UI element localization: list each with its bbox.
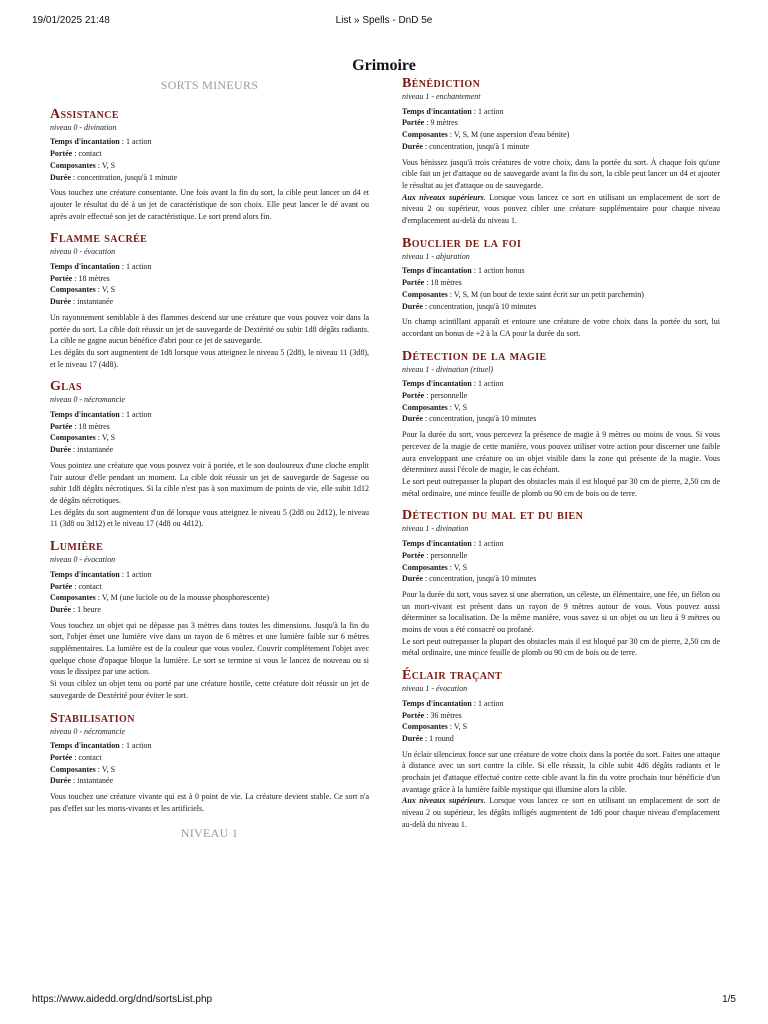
higher-levels-paragraph: Aux niveaux supérieurs. Lorsque vous lancez ce sort en utilisant un emplacement de sort de niveau 2 ou supérieur, vous pouvez cibler une créature supplémentaire pour chaque niveau d'emplacement au-delà du niveau 1. xyxy=(402,192,721,226)
attr-value-duration: concentration, jusqu'à 10 minutes xyxy=(429,414,537,424)
spell-name: Glas xyxy=(50,379,82,395)
attr-value-range: contact xyxy=(78,149,102,159)
attr-label-duration: Durée xyxy=(50,776,71,786)
spell-school: niveau 1 - divination xyxy=(402,524,469,534)
attr-casting-time: Temps d'incantation : 1 action xyxy=(402,379,504,389)
attr-value-range: contact xyxy=(78,581,102,591)
attr-label-components: Composantes xyxy=(50,285,96,295)
attr-label-range: Portée xyxy=(402,278,425,288)
attr-value-casting-time: 1 action xyxy=(125,410,152,420)
attr-label-duration: Durée xyxy=(50,604,71,614)
attr-value-casting-time: 1 action xyxy=(125,741,152,751)
attr-components: Composantes : V, S xyxy=(50,160,116,170)
attr-range: Portée : 18 mètres xyxy=(50,421,110,431)
attr-label-duration: Durée xyxy=(50,445,71,455)
spell-entry xyxy=(402,76,720,227)
attr-duration: Durée : instantanée xyxy=(50,297,114,307)
attr-label-casting-time: Temps d'incantation xyxy=(402,379,472,389)
attr-components: Composantes : V, S, M (une aspersion d'eau bénite) xyxy=(402,130,570,140)
attr-duration: Durée : concentration, jusqu'à 1 minute xyxy=(50,172,178,182)
attr-casting-time: Temps d'incantation : 1 action xyxy=(402,698,504,708)
attr-label-casting-time: Temps d'incantation xyxy=(50,137,120,147)
attr-value-range: 18 mètres xyxy=(430,278,462,288)
attr-casting-time: Temps d'incantation : 1 action xyxy=(50,410,152,420)
spell-entry xyxy=(50,107,369,223)
attr-duration: Durée : instantanée xyxy=(50,445,114,455)
attr-value-components: V, S xyxy=(453,402,468,412)
spell-school: niveau 1 - enchantement xyxy=(402,92,481,101)
attr-label-components: Composantes xyxy=(50,433,96,443)
attr-value-range: personnelle xyxy=(430,391,468,401)
attr-components: Composantes : V, S xyxy=(50,764,116,774)
attr-range: Portée : contact xyxy=(50,752,102,762)
attr-label-range: Portée xyxy=(50,273,73,283)
attr-duration: Durée : 1 round xyxy=(402,733,454,743)
description-paragraph: Vous touchez une créature consentante. Une fois avant la fin du sort, la cible peut lancer un d4 et ajouter le résultat du dé à un jet de caractéristique de son choix. Elle peut lancer le dé avant ou après avoir effectué son jet de caractéristique. Le sort prend alors fin. xyxy=(50,188,369,221)
right-column xyxy=(402,76,720,840)
higher-levels-text: Lorsque vous lancez ce sort en utilisant un emplacement de sort de niveau 2 ou supérieur, vous pouvez cibler une créature supplémentaire pour chaque niveau d'emplacement au-delà du niveau 1. xyxy=(402,192,721,226)
spell-description xyxy=(50,187,369,222)
attr-range: Portée : personnelle xyxy=(402,391,468,401)
attr-value-duration: concentration, jusqu'à 1 minute xyxy=(77,172,178,182)
spell-name: Éclair traçant xyxy=(402,668,503,684)
attr-value-duration: 1 round xyxy=(429,733,454,743)
description-paragraph: Le sort peut outrepasser la plupart des obstacles mais il est bloqué par 30 cm de pierre, 2,50 cm de métal ordinaire, une mince feuille de plomb ou 90 cm de bois ou de terre. xyxy=(402,636,720,658)
attr-label-duration: Durée xyxy=(50,297,71,307)
attr-range: Portée : personnelle xyxy=(402,550,468,560)
print-page-title: List » Spells - DnD 5e xyxy=(335,15,433,26)
section-heading-level1: NIVEAU 1 xyxy=(180,826,239,841)
attr-duration: Durée : concentration, jusqu'à 1 minute xyxy=(402,141,530,151)
higher-levels-label: Aux niveaux supérieurs xyxy=(402,796,484,806)
attr-label-duration: Durée xyxy=(402,141,423,151)
attr-label-range: Portée xyxy=(50,752,73,762)
attr-value-duration: instantanée xyxy=(77,297,114,307)
description-paragraph: Un champ scintillant apparaît et entoure une créature de votre choix dans la portée du sort, lui accordant un bonus de +2 à la CA pour la durée du sort. xyxy=(402,317,720,338)
spell-entry xyxy=(50,539,369,701)
spell-description xyxy=(50,620,369,702)
page-title: Grimoire xyxy=(352,56,416,74)
attr-label-range: Portée xyxy=(402,391,425,401)
spell-name: Détection du mal et du bien xyxy=(402,508,584,524)
attr-value-casting-time: 1 action xyxy=(477,379,504,389)
attr-label-duration: Durée xyxy=(50,172,71,182)
attr-value-range: 18 mètres xyxy=(78,421,110,431)
description-paragraph: Vous touchez un objet qui ne dépasse pas 3 mètres dans toutes les dimensions. Jusqu'à la fin du sort, l'objet émet une lumière vive dans un rayon de 6 mètres et une lumière faible sur 6 mètres supplémentaires. La lumière est de la couleur que vous voulez. Couvrir complètement l'objet avec quelque chose d'opaque bloque la lumière. Le sort se termine si vous le lancez de nouveau ou si vous le dissipez par une action. xyxy=(50,620,369,677)
attr-duration: Durée : concentration, jusqu'à 10 minutes xyxy=(402,574,537,584)
print-page-number: 1/5 xyxy=(722,994,736,1005)
attr-casting-time: Temps d'incantation : 1 action xyxy=(402,106,504,116)
attr-value-components: V, S xyxy=(101,160,116,170)
attr-label-components: Composantes xyxy=(50,593,96,603)
attr-label-components: Composantes xyxy=(402,289,448,299)
attr-value-duration: concentration, jusqu'à 10 minutes xyxy=(429,574,537,584)
attr-value-casting-time: 1 action xyxy=(477,106,504,116)
description-paragraph: Vous pointez une créature que vous pouvez voir à portée, et le son douloureux d'une cloche emplit l'air autour d'elle pendant un moment. La cible doit réussir un jet de sauvegarde de Sagesse ou subir 1d8 dégâts nécrotiques. Si la cible n'est pas à son maximum de points de vie, elle subit 1d12 de dégâts nécrotiques. xyxy=(50,460,369,505)
spell-description xyxy=(50,312,369,371)
attr-label-components: Composantes xyxy=(50,160,96,170)
attr-value-duration: instantanée xyxy=(77,445,114,455)
attr-label-range: Portée xyxy=(402,710,425,720)
spell-school: niveau 1 - évocation xyxy=(402,684,468,694)
spell-entry xyxy=(402,236,720,340)
description-paragraph: Pour la durée du sort, vous percevez la présence de magie à 9 mètres ou moins de vous. Si vous percevez de la magie de cette manière, vous pouvez utiliser votre action pour discerner une faible aura enveloppant une créature ou un objet visible dans la zone qui présente de la magie. Vous déterminez aussi l'école de magie, le cas échéant. xyxy=(402,430,720,475)
attr-value-casting-time: 1 action xyxy=(125,569,152,579)
attr-casting-time: Temps d'incantation : 1 action xyxy=(50,569,152,579)
attr-label-duration: Durée xyxy=(402,733,423,743)
attr-duration: Durée : instantanée xyxy=(50,776,114,786)
attr-casting-time: Temps d'incantation : 1 action xyxy=(402,539,504,549)
attr-duration: Durée : concentration, jusqu'à 10 minutes xyxy=(402,414,537,424)
spell-school: niveau 1 - abjuration xyxy=(402,251,470,261)
attr-value-components: V, S xyxy=(453,562,468,572)
description-paragraph: Le sort peut outrepasser la plupart des obstacles mais il est bloqué par 30 cm de pierre, 2,50 cm de métal ordinaire, une mince feuille de plomb ou 90 cm de bois ou de terre. xyxy=(402,476,720,498)
print-datetime: 19/01/2025 21:48 xyxy=(32,15,110,26)
attr-value-components: V, S, M (une aspersion d'eau bénite) xyxy=(453,130,570,140)
attr-label-components: Composantes xyxy=(402,402,448,412)
attr-casting-time: Temps d'incantation : 1 action xyxy=(50,262,152,272)
attr-value-casting-time: 1 action xyxy=(477,698,504,708)
spell-list-right xyxy=(402,76,720,831)
spell-name: Assistance xyxy=(50,106,119,122)
attr-label-range: Portée xyxy=(50,421,73,431)
attr-value-components: V, S xyxy=(101,764,116,774)
attr-duration: Durée : 1 heure xyxy=(50,604,101,614)
attr-range: Portée : 9 mètres xyxy=(402,118,458,128)
attr-casting-time: Temps d'incantation : 1 action bonus xyxy=(402,266,525,276)
attr-value-duration: 1 heure xyxy=(77,604,101,614)
attr-components: Composantes : V, S xyxy=(402,402,468,412)
print-url: https://www.aidedd.org/dnd/sortsList.php xyxy=(32,994,213,1005)
attr-label-components: Composantes xyxy=(402,562,448,572)
spell-entry xyxy=(402,668,720,830)
attr-label-components: Composantes xyxy=(402,130,448,140)
higher-levels-text: Lorsque vous lancez ce sort en utilisant un emplacement de sort de niveau 2 ou supérieur, les dégâts infligés augmentent de 1d6 pour chaque niveau d'emplacement au-delà du niveau 1. xyxy=(402,796,721,829)
spell-entry xyxy=(50,231,369,370)
spell-description xyxy=(50,791,369,814)
attr-duration: Durée : concentration, jusqu'à 10 minutes xyxy=(402,301,537,311)
attr-label-casting-time: Temps d'incantation xyxy=(50,410,120,420)
attr-label-duration: Durée xyxy=(402,301,423,311)
attr-range: Portée : contact xyxy=(50,581,102,591)
spell-name: Bénédiction xyxy=(402,76,481,91)
spell-name: Flamme sacrée xyxy=(50,231,148,247)
description-paragraph: Un rayonnement semblable à des flammes descend sur une créature que vous pouvez voir dans la portée du sort. La cible doit réussir un jet de sauvegarde de Dextérité ou subir 1d8 dégâts radiants. La cible ne gagne aucun bénéfice d'abri pour ce jet de sauvegarde. xyxy=(50,312,369,346)
attr-label-casting-time: Temps d'incantation xyxy=(402,539,472,549)
attr-label-range: Portée xyxy=(50,581,73,591)
attr-casting-time: Temps d'incantation : 1 action xyxy=(50,741,152,751)
attr-value-components: V, S xyxy=(453,722,468,732)
attr-range: Portée : contact xyxy=(50,149,102,159)
description-paragraph: Vous touchez une créature vivante qui est à 0 point de vie. La créature devient stable. Ce sort n'a pas d'effet sur les morts-vivants et les artificiels. xyxy=(50,792,369,813)
spell-entry xyxy=(50,379,369,530)
spell-entry xyxy=(402,349,720,500)
spell-school: niveau 0 - nécromancie xyxy=(50,395,126,405)
attr-components: Composantes : V, S xyxy=(50,433,116,443)
spell-school: niveau 0 - divination xyxy=(50,122,117,132)
attr-components: Composantes : V, S xyxy=(50,285,116,295)
attr-components: Composantes : V, S xyxy=(402,722,468,732)
attr-value-range: personnelle xyxy=(430,550,468,560)
spell-school: niveau 0 - évocation xyxy=(50,555,116,565)
attr-range: Portée : 36 mètres xyxy=(402,710,462,720)
description-paragraph: Pour la durée du sort, vous savez si une aberration, un céleste, un élémentaire, une fée, un fiélon ou un mort-vivant est présent dans un rayon de 9 mètres autour de vous. Vous pouvez aussi déterminer sa localisation. De la même manière, vous savez si un objet ou un lieu à 9 mètres ou moins de vous a été consacré ou profané. xyxy=(402,589,720,635)
attr-label-range: Portée xyxy=(402,550,425,560)
attr-value-components: V, S, M (un bout de texte saint écrit sur un petit parchemin) xyxy=(453,289,644,299)
attr-components: Composantes : V, S xyxy=(402,562,468,572)
print-header xyxy=(32,15,736,29)
attr-label-range: Portée xyxy=(50,149,73,159)
left-column xyxy=(50,78,369,855)
description-paragraph: Les dégâts du sort augmentent de 1d8 lorsque vous atteignez le niveau 5 (2d8), le niveau 11 (3d8), et le niveau 17 (4d8). xyxy=(50,347,369,369)
spell-description xyxy=(402,157,720,227)
attr-label-duration: Durée xyxy=(402,414,423,424)
spell-name: Stabilisation xyxy=(50,710,135,726)
spell-description xyxy=(402,589,720,659)
spell-description xyxy=(50,460,369,530)
attr-value-duration: concentration, jusqu'à 1 minute xyxy=(429,141,530,151)
spell-name: Bouclier de la foi xyxy=(402,235,522,251)
attr-value-components: V, S xyxy=(101,433,116,443)
attr-components: Composantes : V, S, M (un bout de texte saint écrit sur un petit parchemin) xyxy=(402,289,644,299)
attr-label-casting-time: Temps d'incantation xyxy=(402,698,472,708)
attr-label-casting-time: Temps d'incantation xyxy=(402,266,472,276)
attr-value-duration: concentration, jusqu'à 10 minutes xyxy=(429,301,537,311)
spell-entry xyxy=(402,508,720,659)
attr-value-casting-time: 1 action xyxy=(125,262,152,272)
attr-label-casting-time: Temps d'incantation xyxy=(50,569,120,579)
attr-value-casting-time: 1 action xyxy=(125,137,152,147)
spell-school: niveau 1 - divination (rituel) xyxy=(402,364,494,374)
attr-value-duration: instantanée xyxy=(77,776,114,786)
attr-label-components: Composantes xyxy=(402,722,448,732)
attr-label-casting-time: Temps d'incantation xyxy=(50,262,120,272)
attr-range: Portée : 18 mètres xyxy=(50,273,110,283)
description-paragraph: Les dégâts du sort augmentent d'un dé lorsque vous atteignez le niveau 5 (2d8 ou 2d12), le niveau 11 (3d8 ou 3d12) et le niveau 17 (4d8 ou 4d12). xyxy=(50,507,369,529)
higher-levels-paragraph: Aux niveaux supérieurs. Lorsque vous lancez ce sort en utilisant un emplacement de sort de niveau 2 ou supérieur, les dégâts infligés augmentent de 1d6 pour chaque niveau d'emplacement au-delà du niveau 1. xyxy=(402,796,721,829)
spell-description xyxy=(402,316,720,339)
higher-levels-label: Aux niveaux supérieurs xyxy=(402,192,484,202)
spell-entry xyxy=(50,711,369,815)
description-paragraph: Un éclair silencieux fonce sur une créature de votre choix dans la portée du sort. Faites une attaque à distance avec un sort contre la cible. Si elle réussit, la cible subit 4d6 dégâts radiants et le prochain jet d'attaque effectué contre cette cible avant la fin du votre prochain tour bénéficie d'un avantage grâce à la lumière faible mystique qui illumine alors la cible. xyxy=(402,749,720,794)
attr-range: Portée : 18 mètres xyxy=(402,278,462,288)
attr-casting-time: Temps d'incantation : 1 action xyxy=(50,137,152,147)
attr-label-duration: Durée xyxy=(402,574,423,584)
attr-components: Composantes : V, M (une luciole ou de la mousse phosphorescente) xyxy=(50,593,270,603)
spell-list-left xyxy=(50,107,369,815)
description-paragraph: Vous bénissez jusqu'à trois créatures de votre choix, dans la portée du sort. À chaque fois qu'une cible fait un jet d'attaque ou de sauvegarde avant la fin du sort, la cible peut lancer un d4 et ajouter le résultat au jet d'attaque ou de sauvegarde. xyxy=(402,157,720,190)
spell-school: niveau 0 - nécromancie xyxy=(50,726,126,736)
print-footer xyxy=(32,994,736,1008)
spell-description xyxy=(402,429,720,499)
attr-label-components: Composantes xyxy=(50,764,96,774)
attr-value-range: 36 mètres xyxy=(430,710,462,720)
attr-label-casting-time: Temps d'incantation xyxy=(402,106,472,116)
attr-value-casting-time: 1 action bonus xyxy=(477,266,525,276)
attr-value-range: 18 mètres xyxy=(78,273,110,283)
attr-value-range: 9 mètres xyxy=(430,118,458,128)
spell-name: Détection de la magie xyxy=(402,348,547,364)
spell-description xyxy=(402,749,720,831)
attr-value-range: contact xyxy=(78,752,102,762)
spell-name: Lumière xyxy=(50,539,104,555)
attr-label-casting-time: Temps d'incantation xyxy=(50,741,120,751)
attr-value-components: V, M (une luciole ou de la mousse phosphorescente) xyxy=(101,593,270,603)
attr-label-range: Portée xyxy=(402,118,425,128)
spell-school: niveau 0 - évocation xyxy=(50,247,116,257)
description-paragraph: Si vous ciblez un objet tenu ou porté par une créature hostile, cette créature doit réussir un jet de sauvegarde de Dextérité pour éviter le sort. xyxy=(50,679,369,700)
attr-value-components: V, S xyxy=(101,285,116,295)
section-heading-cantrips: SORTS MINEURS xyxy=(160,78,259,92)
attr-value-casting-time: 1 action xyxy=(477,539,504,549)
